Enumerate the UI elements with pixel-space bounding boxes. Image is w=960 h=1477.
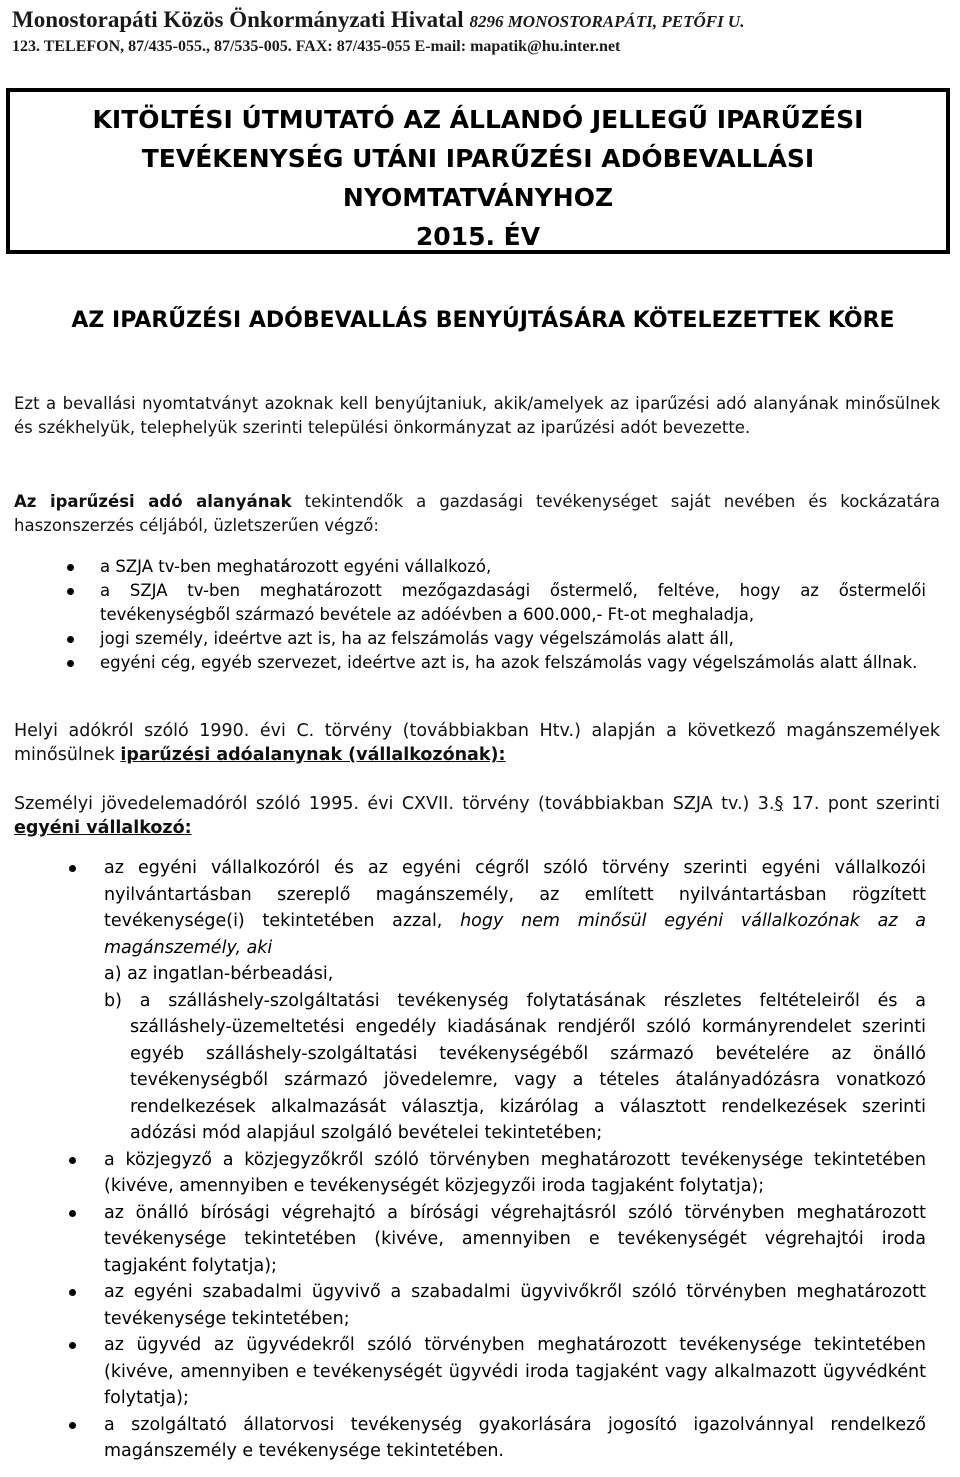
list-item-text: egyéni cég, egyéb szervezet, ideértve azt is, ha azok felszámolás vagy végelszámolás alatt állnak.	[100, 653, 918, 672]
szja-text-mid: 17. pont szerinti	[783, 794, 941, 814]
htv-emphasis: iparűzési adóalanynak (vállalkozónak):	[120, 745, 506, 765]
bullet-icon	[67, 636, 74, 643]
bullet-icon	[69, 1422, 76, 1429]
list-item	[104, 1332, 926, 1412]
list-item-text: az egyéni szabadalmi ügyvivő a szabadalmi ügyvivőkről szóló törvényben meghatározott tevékenysége tekintetében;	[104, 1282, 926, 1329]
title-line-2: TEVÉKENYSÉG UTÁNI IPARŰZÉSI ADÓBEVALLÁSI	[141, 144, 815, 173]
htv-text: Helyi adókról szóló 1990. évi C. törvény (továbbiakban Htv.) alapján a következő magánszemélyek minősülnek	[14, 721, 940, 765]
tax-subject-list	[100, 555, 926, 675]
organization-name: Monostorapáti Közös Önkormányzati Hivatal	[12, 7, 464, 32]
list-item-text: az önálló bírósági végrehajtó a bírósági végrehajtásról szóló törvényben meghatározott tevékenysége tekintetében (kivéve, amennyiben e tevékenységét végrehajtói iroda tagjaként folytatja);	[104, 1202, 926, 1276]
list-item	[100, 579, 926, 627]
list-item	[104, 1279, 926, 1332]
list-item-text: jogi személy, ideértve azt is, ha az felszámolás vagy végelszámolás alatt áll,	[100, 629, 734, 648]
bullet-icon	[69, 1210, 76, 1217]
section-sign: §	[774, 794, 784, 814]
tax-subject-text: tekintendők a gazdasági tevékenységet saját nevében és kockázatára haszonszerzés céljából, üzletszerűen végző:	[14, 492, 941, 535]
list-item-text: a SZJA tv-ben meghatározott mezőgazdasági őstermelő, feltéve, hogy az őstermelői tevékenységből származó bevétele az adóévben a 600.000,- Ft-ot meghaladja,	[100, 581, 926, 624]
szja-text: Személyi jövedelemadóról szóló 1995. évi CXVII. törvény (továbbiakban SZJA tv.) 3.	[14, 794, 775, 814]
list-item	[100, 651, 926, 675]
bullet-icon	[69, 865, 76, 872]
title-line-3: NYOMTATVÁNYHOZ	[342, 183, 614, 212]
letterhead	[12, 6, 948, 58]
sub-item-a: a) az ingatlan-bérbeadási,	[104, 964, 334, 984]
organization-address: 8296 MONOSTORAPÁTI, PETŐFI U.	[469, 12, 745, 31]
tax-subject-paragraph	[14, 490, 940, 538]
sub-item-b: b) a szálláshely-szolgáltatási tevékenység folytatásának részletes feltételeiről és a szálláshely-üzemeltetési engedély kiadásának rendjéről szóló kormányrendelet szerinti egyéb szálláshely-szolgáltatási tevékenységéből származó bevételére az önálló tevékenységből származó jövedelemre, vagy a tételes átalányadózásra vonatkozó rendelkezések alkalmazását választja, kizárólag a választott rendelkezések szerinti adózási mód alapjául szolgáló bevételei tekintetében;	[104, 990, 926, 1143]
htv-paragraph	[14, 719, 940, 767]
bullet-icon	[67, 588, 74, 595]
list-item	[104, 1200, 926, 1280]
list-item-text: a közjegyző a közjegyzőkről szóló törvényben meghatározott tevékenysége tekintetében (kivéve, amennyiben e tevékenységét közjegyzői iroda tagjaként folytatja);	[104, 1149, 926, 1196]
section-heading: AZ IPARŰZÉSI ADÓBEVALLÁS BENYÚJTÁSÁRA KÖTELEZETTEK KÖRE	[71, 308, 895, 333]
bullet-icon	[67, 660, 74, 667]
list-item	[104, 1412, 926, 1465]
letterhead-line-1	[12, 6, 948, 36]
list-item-text: a SZJA tv-ben meghatározott egyéni vállalkozó,	[100, 557, 492, 576]
szja-paragraph	[14, 792, 940, 840]
list-item-italic-text: hogy nem minősül egyéni vállalkozónak az a magánszemély, aki	[104, 911, 927, 958]
bullet-icon	[69, 1342, 76, 1349]
bullet-icon	[69, 1157, 76, 1164]
szja-emphasis: egyéni vállalkozó:	[14, 818, 192, 838]
list-item	[104, 1147, 926, 1200]
tax-subject-lead: Az iparűzési adó alanyának	[14, 492, 292, 511]
list-item	[100, 627, 926, 651]
entrepreneur-list	[104, 855, 926, 1465]
list-item-text: a szolgáltató állatorvosi tevékenység gyakorlására jogosító igazolvánnyal rendelkező magánszemély e tevékenysége tekintetében.	[104, 1414, 926, 1461]
title-line-4: 2015. ÉV	[415, 222, 541, 251]
intro-paragraph: Ezt a bevallási nyomtatványt azoknak kell benyújtaniuk, akik/amelyek az iparűzési adó alanyának minősülnek és székhelyük, telephelyük szerinti települési önkormányzat az iparűzési adót bevezette.	[14, 394, 940, 437]
list-item	[100, 555, 926, 579]
title-line-1: KITÖLTÉSI ÚTMUTATÓ AZ ÁLLANDÓ JELLEGŰ IPARŰZÉSI	[92, 105, 864, 134]
bullet-icon	[69, 1289, 76, 1296]
list-item-text: az ügyvéd az ügyvédekről szóló törvényben meghatározott tevékenysége tekintetében (kivéve, amennyiben e tevékenységét ügyvédi iroda tagjaként vagy alkalmazott ügyvédként folytatja);	[104, 1335, 926, 1408]
document-title-box	[6, 88, 950, 254]
list-item-text: az egyéni vállalkozóról és az egyéni cégről szóló törvény szerinti egyéni vállalkozói nyilvántartásban szereplő magánszemély, az említett nyilvántartásban rögzített tevékenysége(i) tekintetében azzal,	[104, 858, 926, 931]
bullet-icon	[67, 564, 74, 571]
organization-contact: 123. TELEFON, 87/435-055., 87/535-005. FAX: 87/435-055 E-mail: mapatik@hu.inter.net	[12, 38, 621, 55]
list-item	[104, 855, 926, 1147]
